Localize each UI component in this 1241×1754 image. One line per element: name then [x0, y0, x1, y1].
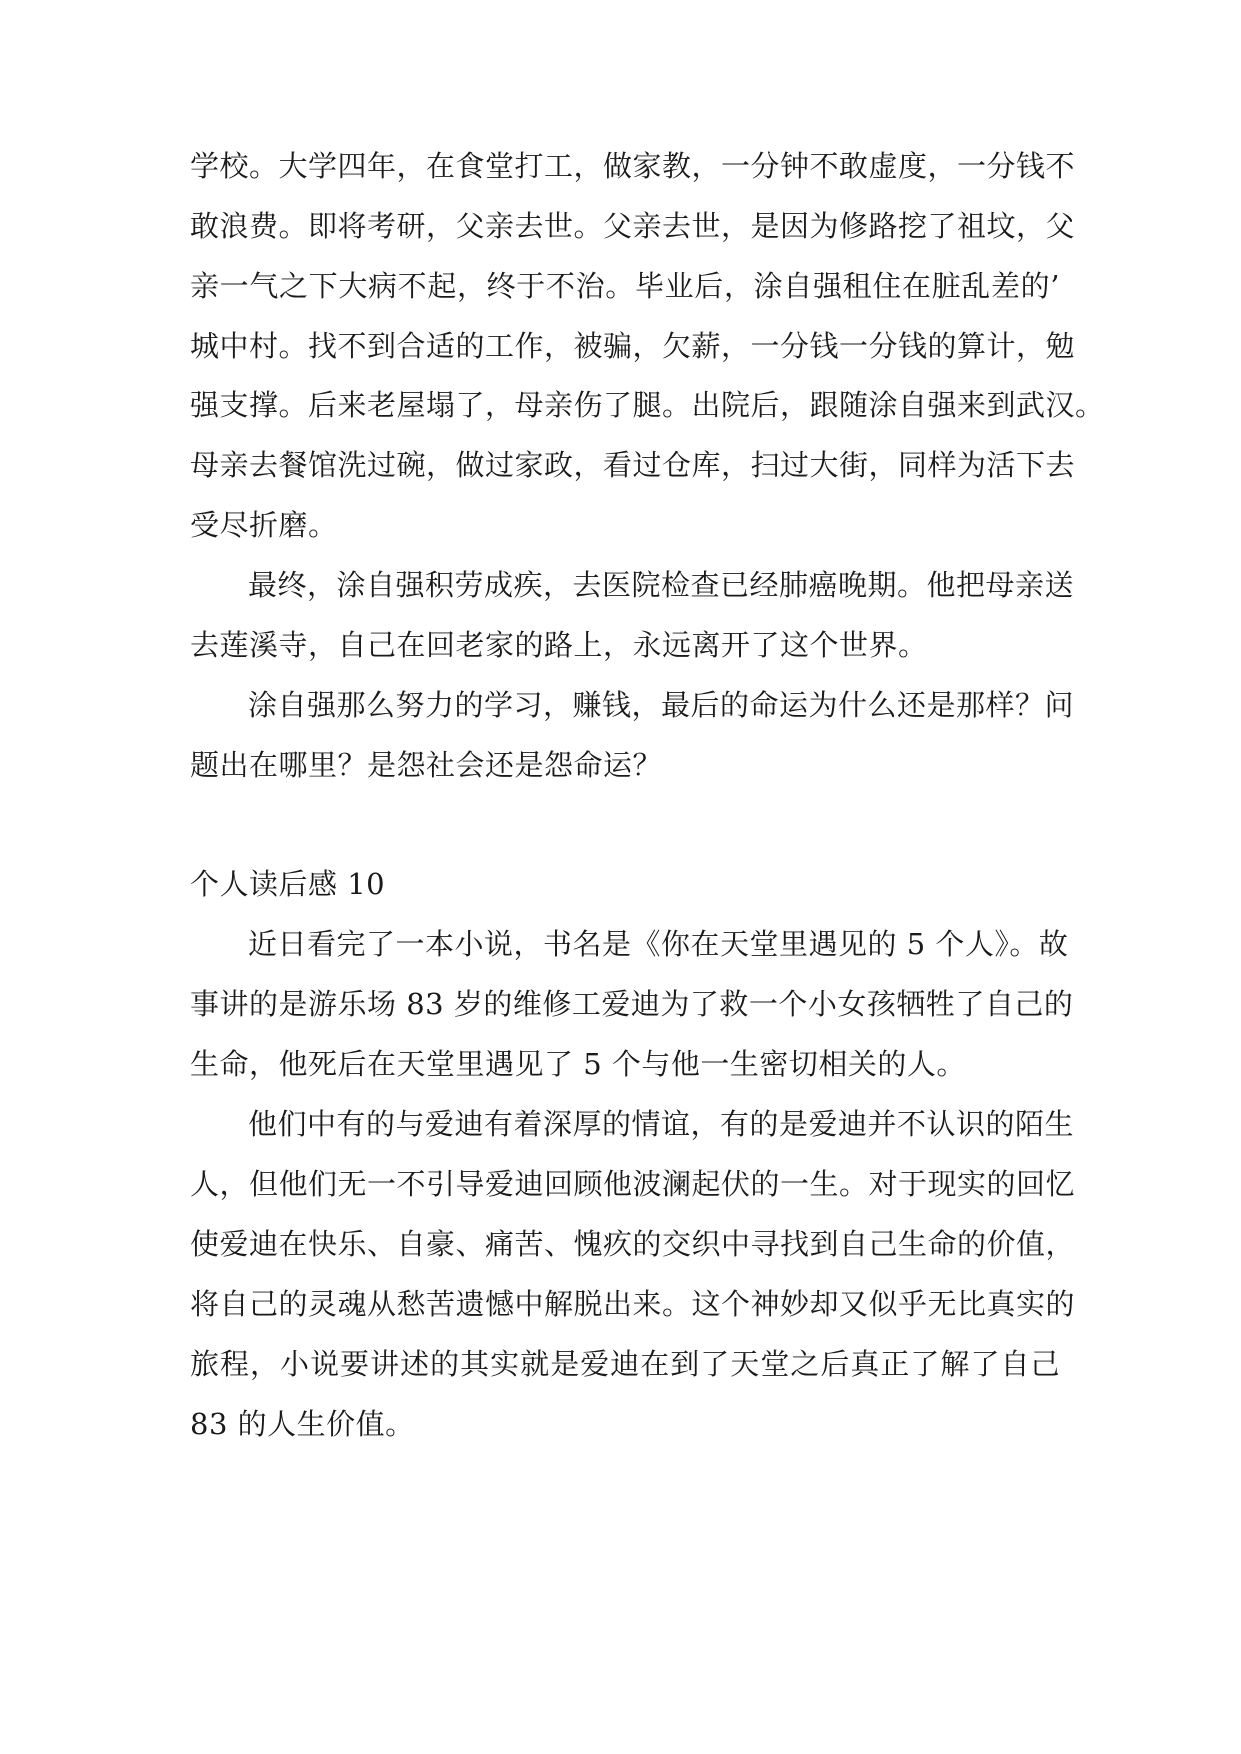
- paragraph-line: 生命，他死后在天堂里遇见了 5 个与他一生密切相关的人。: [190, 1047, 966, 1081]
- paragraph-line: 受尽折磨。: [190, 508, 338, 542]
- paragraph-line: 人，但他们无一不引导爱迪回顾他波澜起伏的一生。对于现实的回忆: [190, 1167, 1076, 1201]
- paragraph-line: 事讲的是游乐场 83 岁的维修工爱迪为了救一个小女孩牺牲了自己的: [190, 987, 1074, 1021]
- paragraph-line: 强支撑。后来老屋塌了，母亲伤了腿。出院后，跟随涂自强来到武汉。: [190, 388, 1105, 422]
- paragraph-line: 城中村。找不到合适的工作，被骗，欠薪，一分钱一分钱的算计，勉: [190, 329, 1076, 363]
- paragraph-line: 使爱迪在快乐、自豪、痛苦、愧疚的交织中寻找到自己生命的价值，: [190, 1227, 1076, 1261]
- paragraph-line: 敢浪费。即将考研，父亲去世。父亲去世，是因为修路挖了祖坟，父: [190, 209, 1076, 243]
- paragraph-line: 母亲去餐馆洗过碗，做过家政，看过仓库，扫过大街，同样为活下去: [190, 448, 1076, 482]
- paragraph-line: 83 的人生价值。: [190, 1407, 415, 1441]
- paragraph-line: 涂自强那么努力的学习，赚钱，最后的命运为什么还是那样？问: [248, 688, 1075, 722]
- section-heading: 个人读后感 10: [190, 867, 386, 901]
- paragraph-line: 他们中有的与爱迪有着深厚的情谊，有的是爱迪并不认识的陌生: [248, 1107, 1075, 1141]
- paragraph-line: 旅程，小说要讲述的其实就是爱迪在到了天堂之后真正了解了自己: [190, 1347, 1060, 1381]
- paragraph-line: 去莲溪寺，自己在回老家的路上，永远离开了这个世界。: [190, 628, 928, 662]
- paragraph-line: 学校。大学四年，在食堂打工，做家教，一分钟不敢虚度，一分钱不: [190, 149, 1076, 183]
- paragraph-line: 最终，涂自强积劳成疾，去医院检查已经肺癌晚期。他把母亲送: [248, 568, 1075, 602]
- paragraph-line: 近日看完了一本小说，书名是《你在天堂里遇见的 5 个人》。故: [248, 927, 1069, 961]
- paragraph-line: 将自己的灵魂从愁苦遗憾中解脱出来。这个神妙却又似乎无比真实的: [190, 1287, 1076, 1321]
- paragraph-line: 题出在哪里？是怨社会还是怨命运？: [190, 748, 663, 782]
- paragraph-line: 亲一气之下大病不起，终于不治。毕业后，涂自强租住在脏乱差的’: [190, 269, 1060, 303]
